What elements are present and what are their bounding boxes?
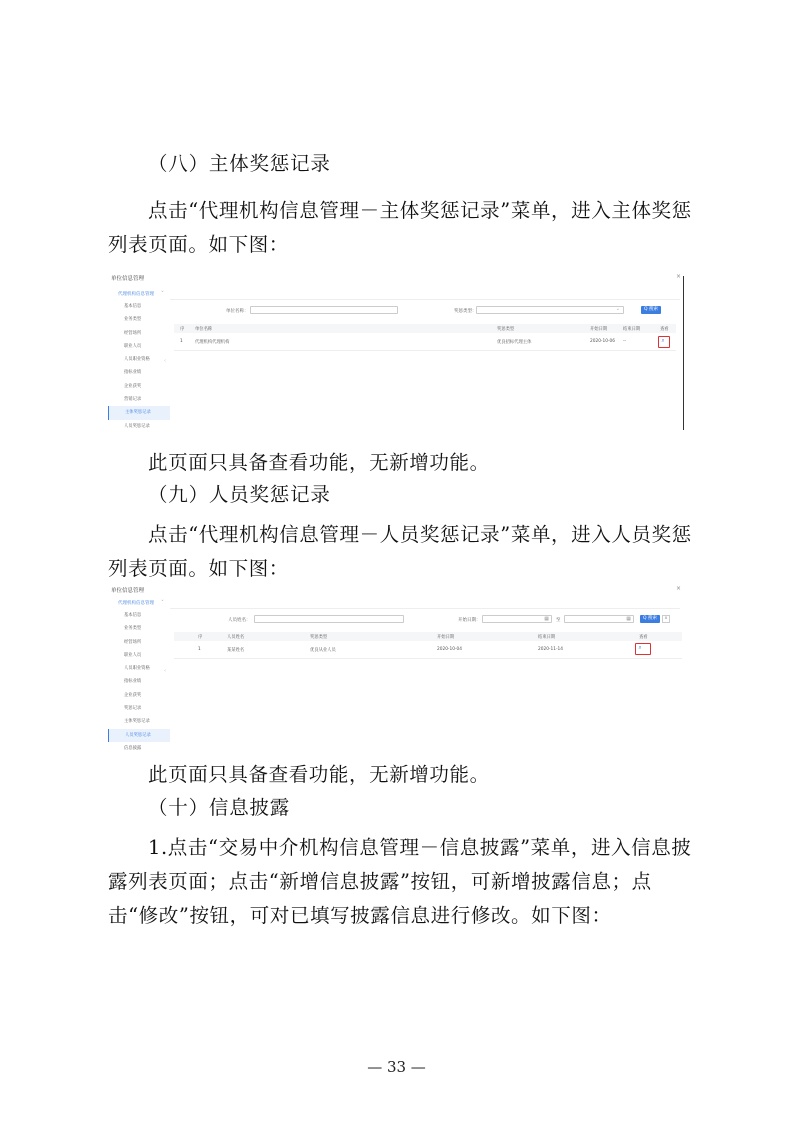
collapse-icon[interactable]: ‹ [164, 358, 166, 364]
search-icon: ⌕ [638, 645, 642, 651]
calendar-icon: ▦ [626, 616, 631, 622]
sidebar-item[interactable]: 主体奖惩记录 [124, 719, 150, 725]
sidebar-item[interactable]: 基本信息 [124, 613, 142, 618]
column-header: 结束日期 [623, 327, 641, 332]
sidebar-item[interactable]: 业务类型 [124, 317, 142, 323]
sidebar-item[interactable]: 业务类型 [124, 626, 142, 632]
sidebar [108, 289, 170, 433]
view-button[interactable] [635, 643, 651, 655]
collapse-icon[interactable]: ‹ [164, 668, 166, 674]
section-heading: （九）人员奖惩记录 [148, 483, 331, 506]
sidebar-item[interactable]: 营销记录 [124, 397, 142, 403]
body-paragraph: 点击“代理机构信息管理－主体奖惩记录”菜单，进入主体奖惩列表页面。如下图： [108, 199, 692, 256]
column-header: 查看 [639, 635, 648, 640]
page-number: — 33 — [367, 1058, 426, 1076]
window-title: 单位信息管理 [111, 588, 145, 594]
close-icon[interactable]: × [675, 585, 681, 592]
row-start-date: 2020-10-06 [590, 339, 615, 344]
scrollbar[interactable] [683, 276, 685, 430]
start-date-label: 开始日期： [458, 618, 481, 623]
reward-type-label: 奖惩类型： [454, 309, 477, 314]
column-header: 人员姓名 [227, 635, 245, 640]
start-date-input[interactable] [482, 615, 552, 623]
sidebar-group[interactable]: 代理机构信息管理 ˇ [108, 289, 170, 300]
column-header: 查看 [660, 327, 669, 332]
sidebar-item[interactable]: 指标业绩 [124, 370, 142, 376]
sidebar-item[interactable]: 信息披露 [124, 745, 142, 751]
row-divider [174, 350, 676, 351]
sidebar-item[interactable]: 主体奖惩记录 [108, 406, 170, 419]
window-title: 单位信息管理 [111, 276, 145, 282]
body-paragraph: 1.点击“交易中介机构信息管理－信息披露”菜单，进入信息披露列表页面；点击“新增信息披露”按钮，可新增披露信息；点击“修改”按钮，可对已填写披露信息进行修改。如下图： [108, 836, 692, 927]
sidebar-item[interactable]: 人员职业资格 [124, 666, 150, 672]
reward-type-select[interactable] [476, 306, 624, 314]
sidebar-item[interactable]: 人员奖惩记录 [124, 423, 150, 429]
sidebar-item[interactable]: 指标业绩 [124, 679, 142, 685]
sidebar-group[interactable]: 代理机构信息管理 ˇ [108, 598, 170, 609]
screenshot-personnel-reward-list [108, 584, 686, 751]
section-heading: （十）信息披露 [148, 796, 291, 819]
row-reward-type: 优良招标代理主体 [497, 340, 532, 345]
sidebar-item[interactable]: 职业人员 [124, 652, 142, 658]
sidebar [108, 598, 170, 755]
row-unit-name: 代理机构代理机构 [195, 340, 230, 345]
chevron-down-icon: ⌄ [615, 306, 620, 312]
row-start-date: 2020-10-04 [437, 647, 462, 652]
sidebar-item[interactable]: 职业人员 [124, 343, 142, 349]
sidebar-item[interactable]: 企业获奖 [124, 692, 142, 698]
row-end-date: 2020-11-14 [538, 647, 563, 652]
row-index: 1 [198, 647, 201, 652]
calendar-icon: ▦ [544, 616, 549, 622]
sidebar-item[interactable]: 基本信息 [124, 304, 142, 309]
search-button[interactable]: Q 搜索 [640, 615, 660, 623]
sidebar-item[interactable]: 人员奖惩记录 [108, 729, 170, 742]
person-name-input[interactable] [254, 615, 404, 623]
sidebar-item[interactable]: 经营场所 [124, 639, 142, 645]
column-header: 奖惩类型 [310, 635, 328, 640]
column-header: 序 [198, 635, 203, 640]
sidebar-item[interactable]: 人员职业资格 [124, 357, 150, 363]
view-button[interactable] [658, 336, 670, 348]
search-icon: ⌕ [661, 338, 665, 344]
reset-button[interactable]: x [662, 615, 670, 623]
sidebar-item[interactable]: 奖惩记录 [124, 706, 142, 712]
body-paragraph: 此页面只具备查看功能，无新增功能。 [148, 763, 490, 786]
close-icon[interactable]: × [675, 273, 681, 280]
screenshot-subject-reward-list [108, 272, 686, 430]
row-divider [174, 658, 682, 659]
table-header [174, 632, 682, 641]
row-person-name: 某某姓名 [227, 648, 245, 653]
to-label: 至 [556, 618, 561, 623]
column-header: 结束日期 [538, 635, 556, 640]
column-header: 单位名称 [195, 327, 213, 332]
column-header: 开始日期 [590, 327, 608, 332]
column-header: 开始日期 [437, 635, 455, 640]
body-paragraph: 此页面只具备查看功能，无新增功能。 [148, 451, 490, 474]
unit-name-input[interactable] [250, 306, 398, 314]
section-heading: （八）主体奖惩记录 [148, 152, 331, 175]
row-reward-type: 优良从业人员 [310, 648, 336, 653]
unit-name-label: 单位名称： [226, 309, 249, 314]
body-paragraph: 点击“代理机构信息管理－人员奖惩记录”菜单，进入人员奖惩列表页面。如下图： [108, 523, 692, 580]
sidebar-item[interactable]: 企业获奖 [124, 383, 142, 389]
end-date-input[interactable] [564, 615, 634, 623]
sidebar-item[interactable]: 经营场所 [124, 330, 142, 336]
tab-divider [170, 608, 680, 609]
row-index: 1 [180, 339, 183, 344]
column-header: 奖惩类型 [497, 327, 515, 332]
tab-divider [170, 299, 680, 300]
search-button[interactable]: Q 搜索 [641, 306, 661, 314]
person-name-label: 人员姓名： [228, 618, 251, 623]
row-end-date: -- [623, 339, 627, 344]
column-header: 序 [180, 327, 185, 332]
